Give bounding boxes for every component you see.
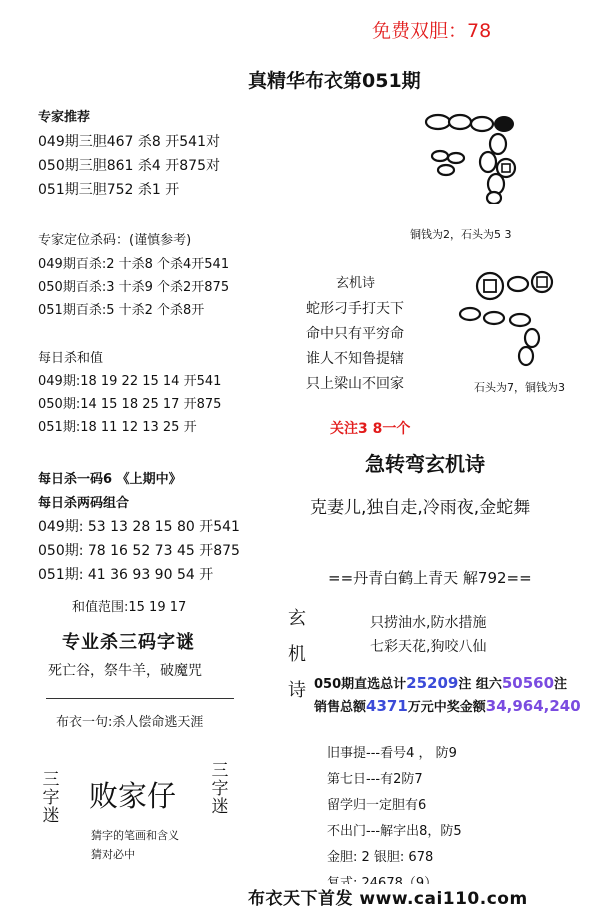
xuanji-line: 只捞油水,防水措施 bbox=[370, 615, 487, 631]
group-six-total: 50560 bbox=[501, 674, 555, 692]
riddle-text: 死亡谷，祭牛羊，破魔咒 bbox=[48, 663, 202, 679]
xuanji-char: 诗 bbox=[288, 680, 306, 701]
sales-prefix: 050期直选总计 bbox=[314, 677, 407, 692]
riddle-title: 专业杀三码字谜 bbox=[62, 632, 195, 653]
sales-suffix: 注 bbox=[554, 677, 568, 692]
footer-site[interactable]: 布衣天下首发 www.cai110.com bbox=[244, 884, 532, 909]
sum-title: 每日杀和值 bbox=[38, 351, 104, 366]
turn-text: 克妻儿,独自走,冷雨夜,金蛇舞 bbox=[310, 498, 531, 518]
clue-line: 金胆: 2 银胆: 678 bbox=[327, 850, 434, 865]
two-code-line: 051期: 41 36 93 90 54 开 bbox=[38, 567, 214, 583]
coin-stone-illustration-1 bbox=[420, 108, 532, 204]
clue-line: 不出门---解字出8，防5 bbox=[327, 824, 462, 839]
poem-title: 玄机诗 bbox=[336, 276, 376, 291]
sales-mid: 注 组六 bbox=[458, 677, 502, 692]
caption-2: 石头为7，铜钱为3 bbox=[474, 381, 565, 394]
position-line: 051期百杀:5 十杀2 个杀8开 bbox=[38, 303, 205, 318]
expert-title: 专家推荐 bbox=[38, 110, 91, 125]
big-word: 败家仔 bbox=[89, 779, 177, 813]
sales-line-1 bbox=[314, 673, 567, 692]
sales-amount: 4371 bbox=[366, 697, 408, 715]
poem-line: 只上梁山不回家 bbox=[306, 376, 404, 392]
issue-title: 真精华布衣第051期 bbox=[248, 70, 421, 92]
seal-right: 三字迷 bbox=[211, 761, 229, 817]
clue-line: 留学归一定胆有6 bbox=[327, 798, 427, 813]
two-code-line: 050期: 78 16 52 73 45 开875 bbox=[38, 543, 240, 559]
hint-line: 猜对必中 bbox=[91, 848, 135, 861]
poem-line: 蛇形刁手打天下 bbox=[306, 301, 404, 317]
one-code-line: 每日杀一码6 《上期中》 bbox=[38, 472, 182, 487]
sales-line-2 bbox=[314, 696, 581, 715]
sum-line: 051期:18 11 12 13 25 开 bbox=[38, 420, 197, 435]
poem-line: 命中只有平穷命 bbox=[306, 326, 404, 342]
expert-line: 050期三胆861 杀4 开875对 bbox=[38, 158, 220, 174]
focus-label: 关注3 8一个 bbox=[330, 421, 411, 437]
xuanji-line: 七彩天花,狗咬八仙 bbox=[370, 639, 487, 655]
prize-amount: 34,964,240 bbox=[485, 697, 581, 715]
sum-range: 和值范围:15 19 17 bbox=[72, 600, 187, 615]
free-double-label: 免费双胆：78 bbox=[372, 20, 492, 42]
sum-line: 049期:18 19 22 15 14 开541 bbox=[38, 374, 222, 389]
two-code-line: 049期: 53 13 28 15 80 开541 bbox=[38, 519, 240, 535]
divider bbox=[46, 698, 234, 699]
hint-line: 猜字的笔画和含义 bbox=[91, 829, 179, 842]
turn-title: 急转弯玄机诗 bbox=[365, 452, 485, 476]
xuanji-char: 机 bbox=[288, 644, 306, 665]
poem-line: 谁人不知鲁提辖 bbox=[306, 351, 404, 367]
clue-line: 旧事提---看号4 ， 防9 bbox=[327, 746, 457, 761]
coin-stone-illustration-2 bbox=[450, 268, 560, 376]
expert-line: 051期三胆752 杀1 开 bbox=[38, 182, 180, 198]
expert-line: 049期三胆467 杀8 开541对 bbox=[38, 134, 220, 150]
xuanji-char: 玄 bbox=[288, 608, 306, 629]
two-code-title: 每日杀两码组合 bbox=[38, 496, 130, 511]
danqing-line: ==丹青白鹤上青天 解792== bbox=[328, 569, 532, 587]
seal-left: 三字迷 bbox=[42, 770, 60, 826]
caption-1: 铜钱为2，石头为5 3 bbox=[410, 228, 512, 241]
position-line: 049期百杀:2 十杀8 个杀4开541 bbox=[38, 257, 230, 272]
position-title: 专家定位杀码：(谨慎参考) bbox=[38, 233, 192, 248]
direct-total: 25209 bbox=[406, 674, 459, 692]
sum-line: 050期:14 15 18 25 17 开875 bbox=[38, 397, 222, 412]
position-line: 050期百杀:3 十杀9 个杀2开875 bbox=[38, 280, 230, 295]
sales-mid: 万元中奖金额 bbox=[407, 700, 486, 715]
sales-prefix: 销售总额 bbox=[314, 700, 367, 715]
clue-line: 第七日---有2防7 bbox=[327, 772, 423, 787]
buyi-line: 布衣一句:杀人偿命逃天涯 bbox=[56, 715, 204, 730]
